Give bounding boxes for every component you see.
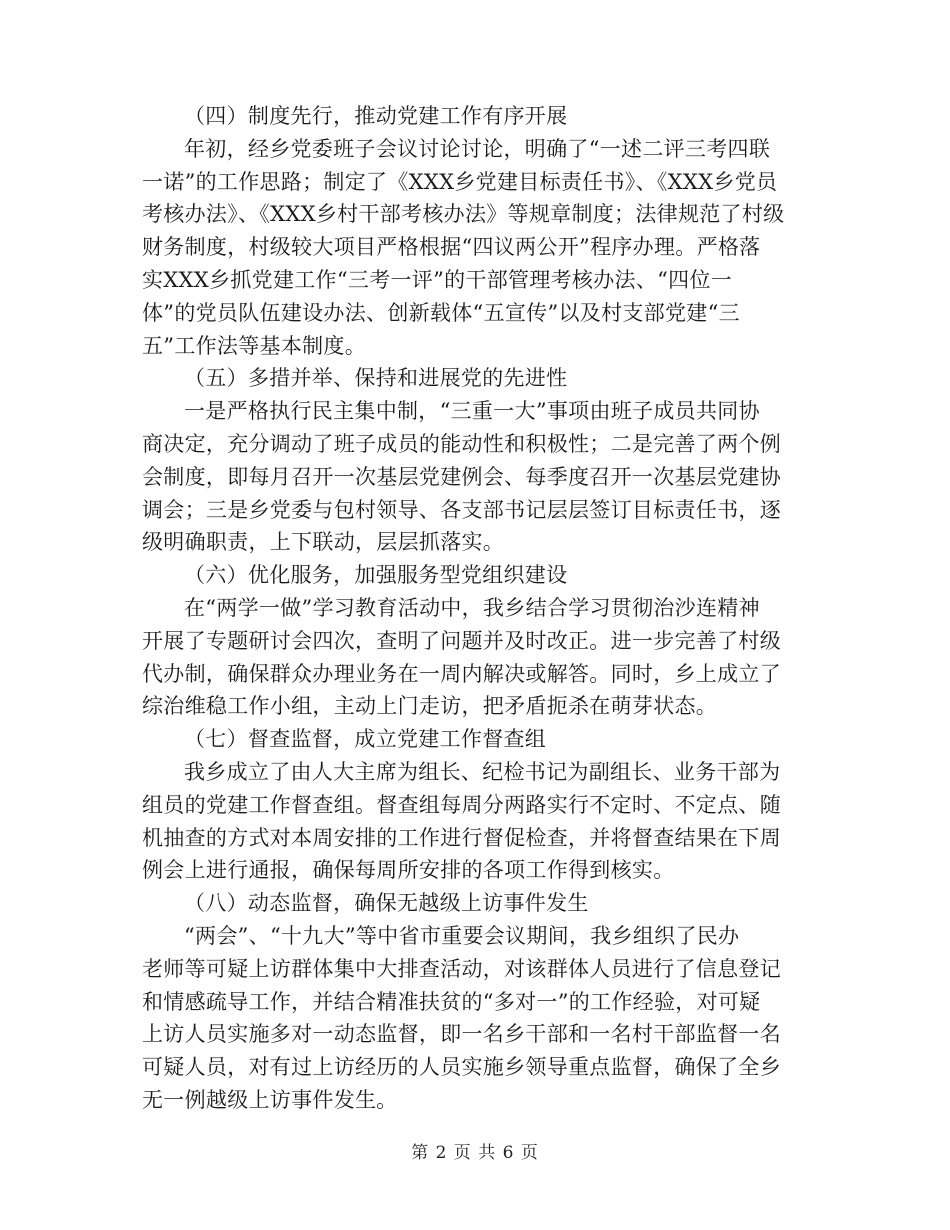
paragraph-line: 一是严格执行民主集中制，“三重一大”事项由班子成员共同协 — [184, 399, 760, 424]
paragraph-line: “两会”、“十九大”等中省市重要会议期间，我乡组织了民办 — [184, 923, 740, 948]
paragraph-line: 无一例越级上访事件发生。 — [142, 1087, 398, 1112]
section-heading: （四）制度先行，推动党建工作有序开展 — [184, 104, 568, 128]
paragraph-line: 会制度，即每月召开一次基层党建例会、每季度召开一次基层党建协 — [142, 464, 781, 489]
paragraph-line: 我乡成立了由人大主席为组长、纪检书记为副组长、业务干部为 — [184, 759, 781, 784]
paragraph-line: 综治维稳工作小组，主动上门走访，把矛盾扼杀在萌芽状态。 — [142, 694, 718, 719]
paragraph-line: 财务制度，村级较大项目严格根据“四议两公开”程序办理。严格落 — [142, 235, 761, 260]
paragraph-line: 开展了专题研讨会四次，查明了问题并及时改正。进一步完善了村级 — [142, 628, 781, 653]
document-body — [142, 100, 808, 1117]
paragraph-line: 一诺”的工作思路；制定了《XXX乡党建目标责任书》、《XXX乡党员 — [142, 169, 778, 194]
paragraph-line: 老师等可疑上访群体集中大排查活动，对该群体人员进行了信息登记 — [142, 956, 781, 981]
paragraph-line: 五”工作法等基本制度。 — [142, 333, 367, 358]
paragraph-line: 上访人员实施多对一动态监督，即一名乡干部和一名村干部监督一名 — [142, 1022, 781, 1047]
paragraph-line: 商决定，充分调动了班子成员的能动性和积极性；二是完善了两个例 — [142, 431, 781, 456]
paragraph-line: 年初，经乡党委班子会议讨论讨论，明确了“一述二评三考四联 — [184, 136, 771, 161]
paragraph-line: 组员的党建工作督查组。督查组每周分两路实行不定时、不定点、随 — [142, 792, 781, 817]
paragraph-line: 调会；三是乡党委与包村领导、各支部书记层层签订目标责任书，逐 — [142, 497, 781, 522]
section-heading: （五）多措并举、保持和进展党的先进性 — [184, 366, 568, 391]
section-heading: （六）优化服务，加强服务型党组织建设 — [184, 563, 568, 588]
paragraph-line: 体”的党员队伍建设办法、创新载体“五宣传”以及村支部党建“三 — [142, 300, 740, 325]
paragraph-line: 在“两学一做”学习教育活动中，我乡结合学习贯彻治沙连精神 — [184, 595, 760, 620]
section-heading: （八）动态监督，确保无越级上访事件发生 — [184, 891, 589, 916]
section-heading: （七）督查监督，成立党建工作督查组 — [184, 727, 547, 752]
paragraph-line: 和情感疏导工作，并结合精准扶贫的“多对一”的工作经验，对可疑 — [142, 989, 761, 1014]
paragraph-line: 机抽查的方式对本周安排的工作进行督促检查，并将督查结果在下周 — [142, 825, 781, 850]
paragraph-line: 例会上进行通报，确保每周所安排的各项工作得到核实。 — [142, 858, 675, 883]
paragraph-line: 级明确职责，上下联动，层层抓落实。 — [142, 530, 505, 555]
paragraph-line: 考核办法》、《XXX乡村干部考核办法》等规章制度；法律规范了村级 — [142, 202, 785, 227]
page-footer: 第 2 页 共 6 页 — [411, 1143, 539, 1163]
paragraph-line: 可疑人员，对有过上访经历的人员实施乡领导重点监督，确保了全乡 — [142, 1055, 781, 1080]
paragraph-line: 代办制，确保群众办理业务在一周内解决或解答。同时，乡上成立了 — [142, 661, 781, 686]
paragraph-line: 实XXX乡抓党建工作“三考一评”的干部管理考核办法、“四位一 — [142, 267, 733, 292]
